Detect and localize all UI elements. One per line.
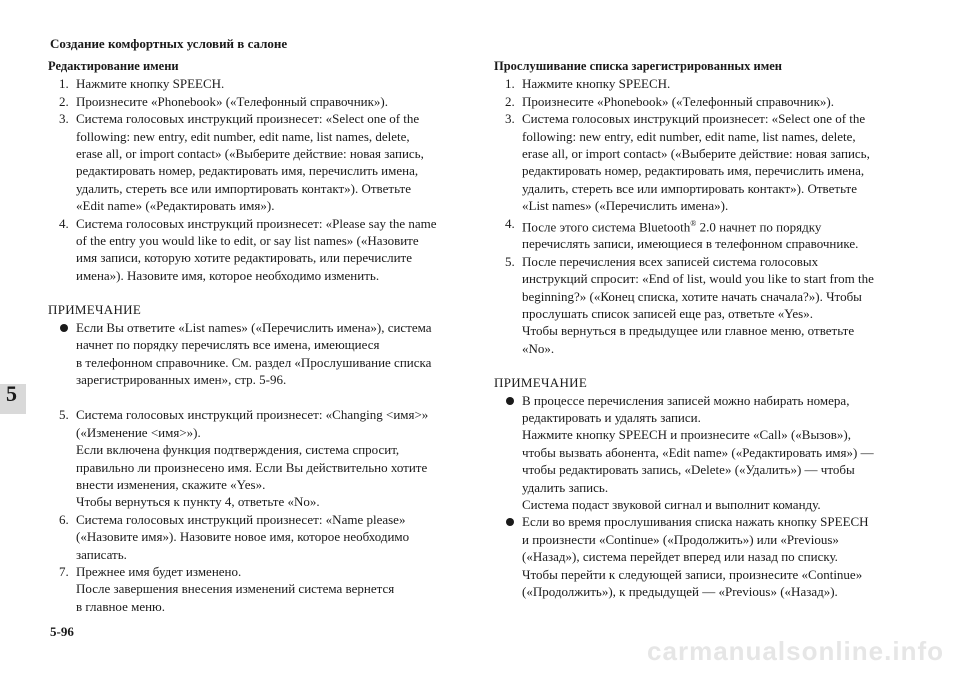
text-line: имя записи, которую хотите редактировать, или перечислите <box>76 250 413 266</box>
text-line: в телефонном справочнике. См. раздел «Прослушивание списка <box>76 354 432 370</box>
left-column <box>48 58 478 615</box>
text-line: Если во время прослушивания списка нажать кнопку SPEECH <box>522 514 869 530</box>
text-line: перечислять записи, имеющиеся в телефонном справочнике. <box>522 236 859 252</box>
text-line: Система голосовых инструкций произнесет: «Select one of the <box>76 111 420 127</box>
step-number: 3. <box>505 111 515 127</box>
step-number: 6. <box>59 511 69 527</box>
text-line: («Продолжить»), к предыдущей — «Previous» («Назад»). <box>522 584 838 600</box>
step-item <box>48 93 478 110</box>
text-line: erase all, or import contact» («Выберите действие: новая запись, <box>76 146 424 162</box>
chapter-number: 5 <box>6 381 17 406</box>
text-line: Произнесите «Phonebook» («Телефонный справочник»). <box>522 93 835 109</box>
text-line: удалить, стереть все или импортировать контакт»). Ответьте <box>76 180 411 196</box>
step-item <box>494 93 924 110</box>
text-line: Система голосовых инструкций произнесет: «Changing <имя>» <box>76 407 429 423</box>
steps-list-continued <box>48 406 478 615</box>
step-number: 5. <box>59 407 69 423</box>
text-line: erase all, or import contact» («Выберите действие: новая запись, <box>522 146 870 162</box>
step-number: 4. <box>505 215 515 231</box>
step-item <box>48 110 478 214</box>
text-line: внести изменения, скажите «Yes». <box>76 476 266 492</box>
step-item <box>494 75 924 92</box>
text-line: удалить запись. <box>522 479 609 495</box>
text-line: После этого система Bluetooth® 2.0 начнет по порядку <box>522 218 822 234</box>
text-line: В процессе перечисления записей можно набирать номера, <box>522 392 850 408</box>
text-line: Прежнее имя будет изменено. <box>76 563 242 579</box>
text-line: Если включена функция подтверждения, система спросит, <box>76 442 400 458</box>
text-line: редактировать номер, редактировать имя, перечислить имена, <box>76 163 419 179</box>
text-line: зарегистрированных имен», стр. 5-96. <box>76 371 287 387</box>
text-line: beginning?» («Конец списка, хотите начать сначала?»). Чтобы <box>522 288 862 304</box>
note-list <box>494 392 924 601</box>
note-title: ПРИМЕЧАНИЕ <box>48 302 142 318</box>
step-item <box>494 253 924 357</box>
step-number: 2. <box>59 93 69 109</box>
text-line: («Назад»), система перейдет вперед или назад по списку. <box>522 549 838 565</box>
step-item <box>494 215 924 253</box>
text-line: и произнести «Continue» («Продолжить») или «Previous» <box>522 531 839 547</box>
text-line: Система голосовых инструкций произнесет: «Select one of the <box>522 111 866 127</box>
step-item <box>48 563 478 615</box>
note-bullet <box>494 392 924 514</box>
text-line: имена»). Назовите имя, которое необходимо изменить. <box>76 267 380 283</box>
text-line: редактировать номер, редактировать имя, перечислить имена, <box>522 163 865 179</box>
text-line: Нажмите кнопку SPEECH. <box>76 76 225 92</box>
text-line: Чтобы вернуться к пункту 4, ответьте «No». <box>76 494 320 510</box>
note-list <box>48 319 478 389</box>
steps-list <box>494 75 924 357</box>
text-line: Чтобы вернуться в предыдущее или главное меню, ответьте <box>522 323 855 339</box>
text-line: Система голосовых инструкций произнесет: «Name please» <box>76 511 406 527</box>
step-number: 1. <box>59 76 69 92</box>
text-line: Система подаст звуковой сигнал и выполнит команду. <box>522 497 821 513</box>
running-header: Создание комфортных условий в салоне <box>50 36 288 51</box>
step-item <box>48 215 478 285</box>
bullet-icon <box>506 397 514 405</box>
step-number: 3. <box>59 111 69 127</box>
text-line: «List names» («Перечислить имена»). <box>522 198 729 214</box>
text-line: редактировать и удалять записи. <box>522 410 701 426</box>
step-number: 5. <box>505 253 515 269</box>
text-line: инструкций спросит: «End of list, would you like to start from the <box>522 271 874 287</box>
step-number: 1. <box>505 76 515 92</box>
bullet-icon <box>60 324 68 332</box>
text-line: «No». <box>522 340 555 356</box>
text-line: Нажмите кнопку SPEECH. <box>522 76 671 92</box>
text-line: После перечисления всех записей система голосовых <box>522 253 819 269</box>
step-item <box>48 75 478 92</box>
text-line: в главное меню. <box>76 598 166 614</box>
text-line: Произнесите «Phonebook» («Телефонный справочник»). <box>76 93 389 109</box>
text-line: После завершения внесения изменений система вернется <box>76 581 395 597</box>
step-item <box>48 406 478 510</box>
text-line: Нажмите кнопку SPEECH и произнесите «Call» («Вызов»), <box>522 427 851 443</box>
note-bullet <box>494 513 924 600</box>
right-column <box>494 58 924 601</box>
section-title-edit-name: Редактирование имени <box>48 59 179 73</box>
text-line: правильно ли произнесено имя. Если Вы действительно хотите <box>76 459 428 475</box>
watermark: carmanualsonline.info <box>647 636 944 666</box>
text-line: following: new entry, edit number, edit name, list names, delete, <box>76 128 410 144</box>
text-line: «Edit name» («Редактировать имя»). <box>76 198 275 214</box>
step-item <box>48 511 478 563</box>
steps-list <box>48 75 478 284</box>
note-bullet <box>48 319 478 389</box>
text-line: прослушать список записей еще раз, ответьте «Yes». <box>522 306 813 322</box>
text-line: («Назовите имя»). Назовите новое имя, которое необходимо <box>76 529 410 545</box>
text-line: удалить, стереть все или импортировать контакт»). Ответьте <box>522 180 857 196</box>
text-line: («Изменение <имя>»). <box>76 424 201 440</box>
step-number: 4. <box>59 215 69 231</box>
page-number: 5-96 <box>50 624 74 639</box>
bullet-icon <box>506 518 514 526</box>
text-line: Если Вы ответите «List names» («Перечислить имена»), система <box>76 319 432 335</box>
text-line: начнет по порядку перечислять все имена, имеющиеся <box>76 337 380 353</box>
text-line: Чтобы перейти к следующей записи, произнесите «Continue» <box>522 566 863 582</box>
step-number: 2. <box>505 93 515 109</box>
step-item <box>494 110 924 214</box>
text-line: following: new entry, edit number, edit name, list names, delete, <box>522 128 856 144</box>
text-line: чтобы редактировать запись, «Delete» («Удалить») — чтобы <box>522 462 855 478</box>
step-number: 7. <box>59 563 69 579</box>
text-line: Система голосовых инструкций произнесет: «Please say the name <box>76 215 437 231</box>
text-line: чтобы вызвать абонента, «Edit name» («Редактировать имя») — <box>522 444 874 460</box>
section-title-list-names: Прослушивание списка зарегистрированных имен <box>494 59 783 73</box>
note-title: ПРИМЕЧАНИЕ <box>494 375 588 391</box>
text-line: of the entry you would like to edit, or say list names» («Назовите <box>76 233 419 249</box>
text-line: записать. <box>76 546 127 562</box>
